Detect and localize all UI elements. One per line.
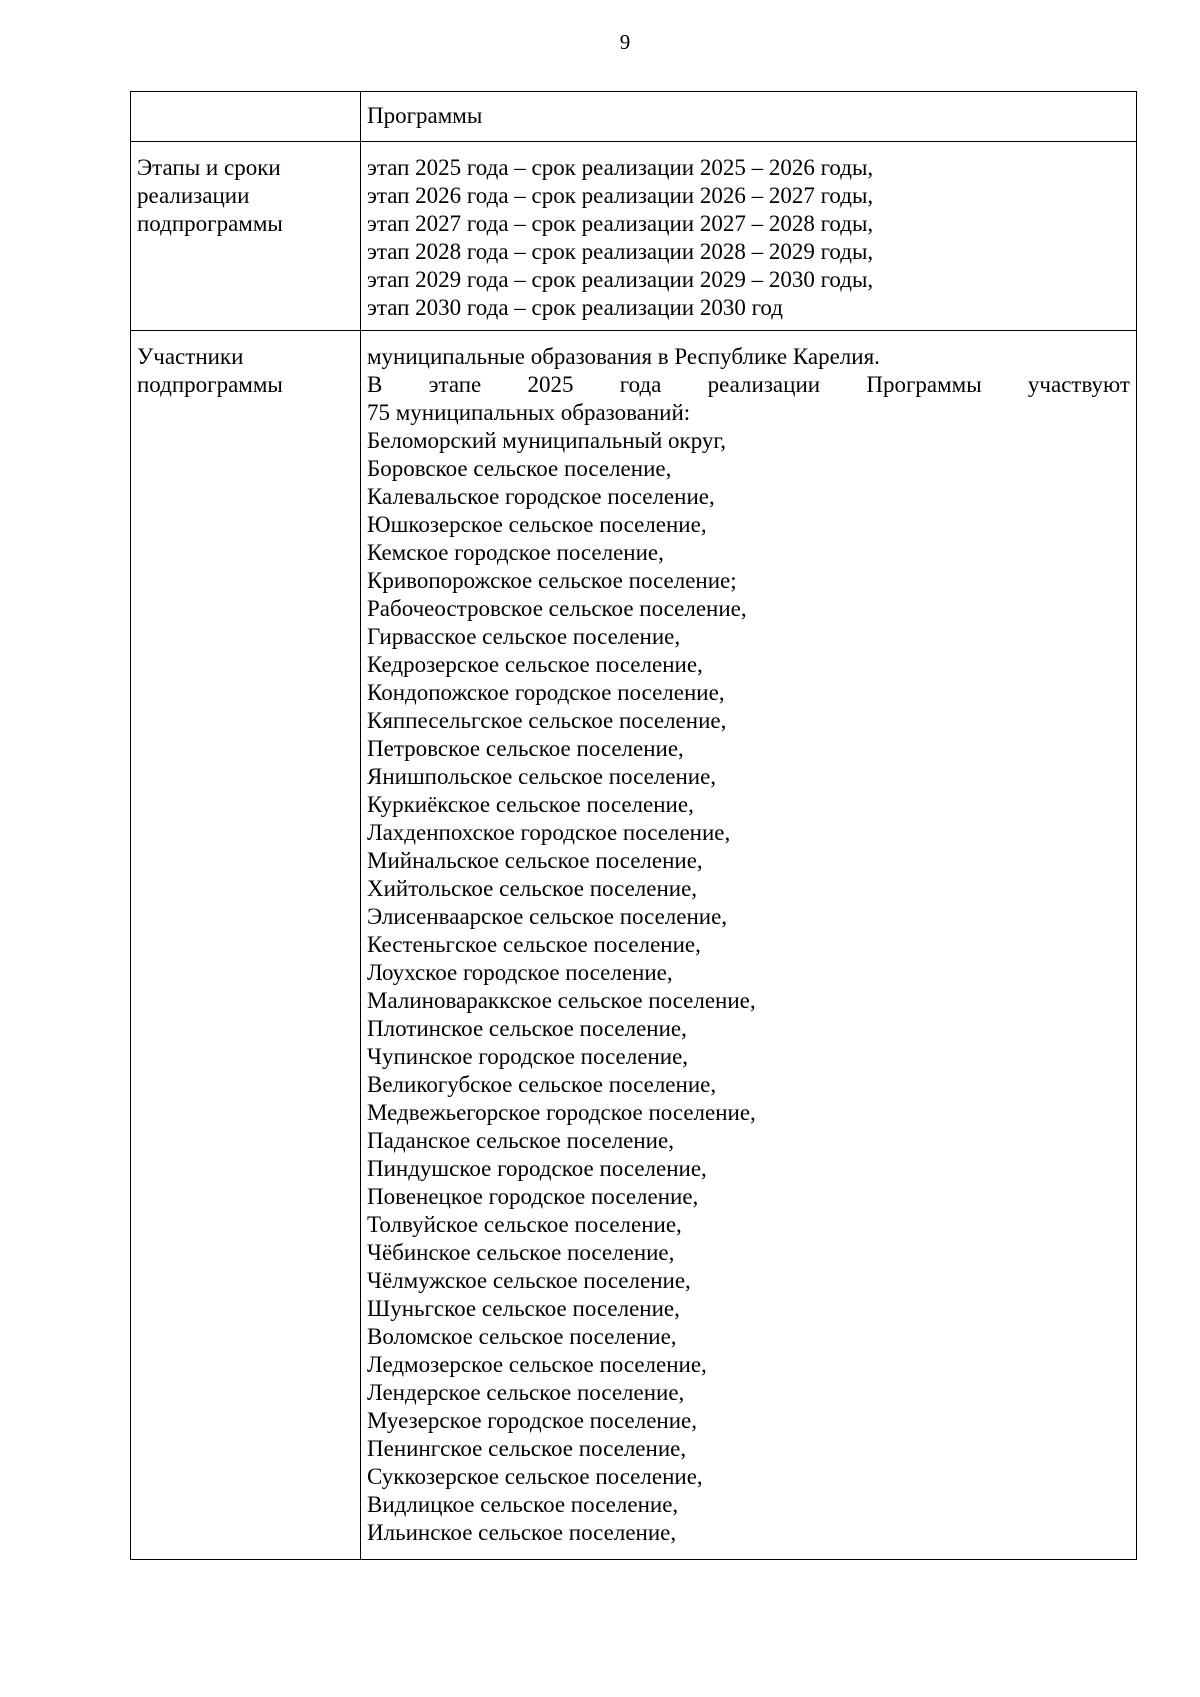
list-item: Суккозерское сельское поселение, (367, 1464, 703, 1489)
stage-line: этап 2026 года – срок реализации 2026 – 2027 годы, (367, 183, 874, 208)
list-item: Воломское сельское поселение, (367, 1324, 677, 1349)
justified-word: В (367, 372, 383, 397)
list-item: Гирвасское сельское поселение, (367, 624, 681, 649)
list-item: Шуньгское сельское поселение, (367, 1296, 680, 1321)
list-item: Малиновараккское сельское поселение, (367, 988, 756, 1013)
stages-label-line: подпрограммы (137, 211, 283, 236)
stage-line: этап 2025 года – срок реализации 2025 – 2026 годы, (367, 155, 874, 180)
list-item: Петровское сельское поселение, (367, 736, 684, 761)
list-item: Великогубское сельское поселение, (367, 1072, 717, 1097)
participants-label-cell (131, 331, 361, 1560)
list-item: Кривопорожское сельское поселение; (367, 568, 737, 593)
table-row-header (131, 92, 1137, 142)
list-item: Янишпольское сельское поселение, (367, 764, 717, 789)
list-item: Видлицкое сельское поселение, (367, 1492, 679, 1517)
list-item: Пенингское сельское поселение, (367, 1436, 687, 1461)
justified-word: этапе (428, 372, 482, 397)
justified-word: участвуют (1027, 372, 1130, 397)
participants-count-line: 75 муниципальных образований: (367, 400, 691, 425)
justified-word: Программы (866, 372, 982, 397)
participants-label-line: Участники (137, 344, 244, 369)
list-item: Кестеньгское сельское поселение, (367, 932, 701, 957)
list-item: Муезерское городское поселение, (367, 1408, 698, 1433)
list-item: Ильинское сельское поселение, (367, 1520, 677, 1545)
table-row-stages (131, 142, 1137, 331)
header-left-cell (131, 92, 361, 142)
list-item: Толвуйское сельское поселение, (367, 1212, 682, 1237)
list-item: Куркиёкское сельское поселение, (367, 792, 694, 817)
list-item: Чёбинское сельское поселение, (367, 1240, 675, 1265)
justified-word: года (619, 372, 662, 397)
stages-label-line: реализации (137, 183, 250, 208)
page-number: 9 (619, 30, 631, 54)
participants-label-line: подпрограммы (137, 372, 283, 397)
list-item: Юшкозерское сельское поселение, (367, 512, 707, 537)
list-item: Мийнальское сельское поселение, (367, 848, 703, 873)
header-right-cell: Программы (361, 92, 1137, 142)
list-item: Повенецкое городское поселение, (367, 1184, 699, 1209)
list-item: Беломорский муниципальный округ, (367, 428, 727, 453)
list-item: Боровское сельское поселение, (367, 456, 672, 481)
list-item: Чупинское городское поселение, (367, 1044, 689, 1069)
list-item: Кедрозерское сельское поселение, (367, 652, 703, 677)
stage-line: этап 2029 года – срок реализации 2029 – 2030 годы, (367, 267, 874, 292)
justified-word: реализации (707, 372, 821, 397)
list-item: Лендерское сельское поселение, (367, 1380, 685, 1405)
list-item: Рабочеостровское сельское поселение, (367, 596, 747, 621)
list-item: Ледмозерское сельское поселение, (367, 1352, 707, 1377)
justified-word: 2025 (527, 372, 574, 397)
stages-label-line: Этапы и сроки (137, 155, 281, 180)
list-item: Калевальское городское поселение, (367, 484, 715, 509)
list-item: Пиндушское городское поселение, (367, 1156, 707, 1181)
list-item: Лоухское городское поселение, (367, 960, 673, 985)
participants-justified-line (367, 371, 1130, 399)
list-item: Чёлмужское сельское поселение, (367, 1268, 691, 1293)
list-item: Паданское сельское поселение, (367, 1128, 674, 1153)
list-item: Лахденпохское городское поселение, (367, 820, 731, 845)
program-passport-table (130, 91, 1137, 1560)
list-item: Плотинское сельское поселение, (367, 1016, 687, 1041)
participants-intro-line: муниципальные образования в Республике Карелия. (367, 344, 880, 369)
list-item: Кемское городское поселение, (367, 540, 664, 565)
stages-value-cell (361, 142, 1137, 331)
list-item: Элисенваарское сельское поселение, (367, 904, 728, 929)
table-row-participants (131, 331, 1137, 1560)
participants-list (367, 427, 1130, 1547)
stage-line: этап 2028 года – срок реализации 2028 – 2029 годы, (367, 239, 874, 264)
list-item: Кондопожское городское поселение, (367, 680, 725, 705)
participants-value-cell (361, 331, 1137, 1560)
stage-line: этап 2027 года – срок реализации 2027 – 2028 годы, (367, 211, 874, 236)
stage-line: этап 2030 года – срок реализации 2030 год (367, 295, 783, 320)
list-item: Медвежьегорское городское поселение, (367, 1100, 756, 1125)
list-item: Хийтольское сельское поселение, (367, 876, 698, 901)
list-item: Кяппесельгское сельское поселение, (367, 708, 727, 733)
stages-label-cell (131, 142, 361, 331)
